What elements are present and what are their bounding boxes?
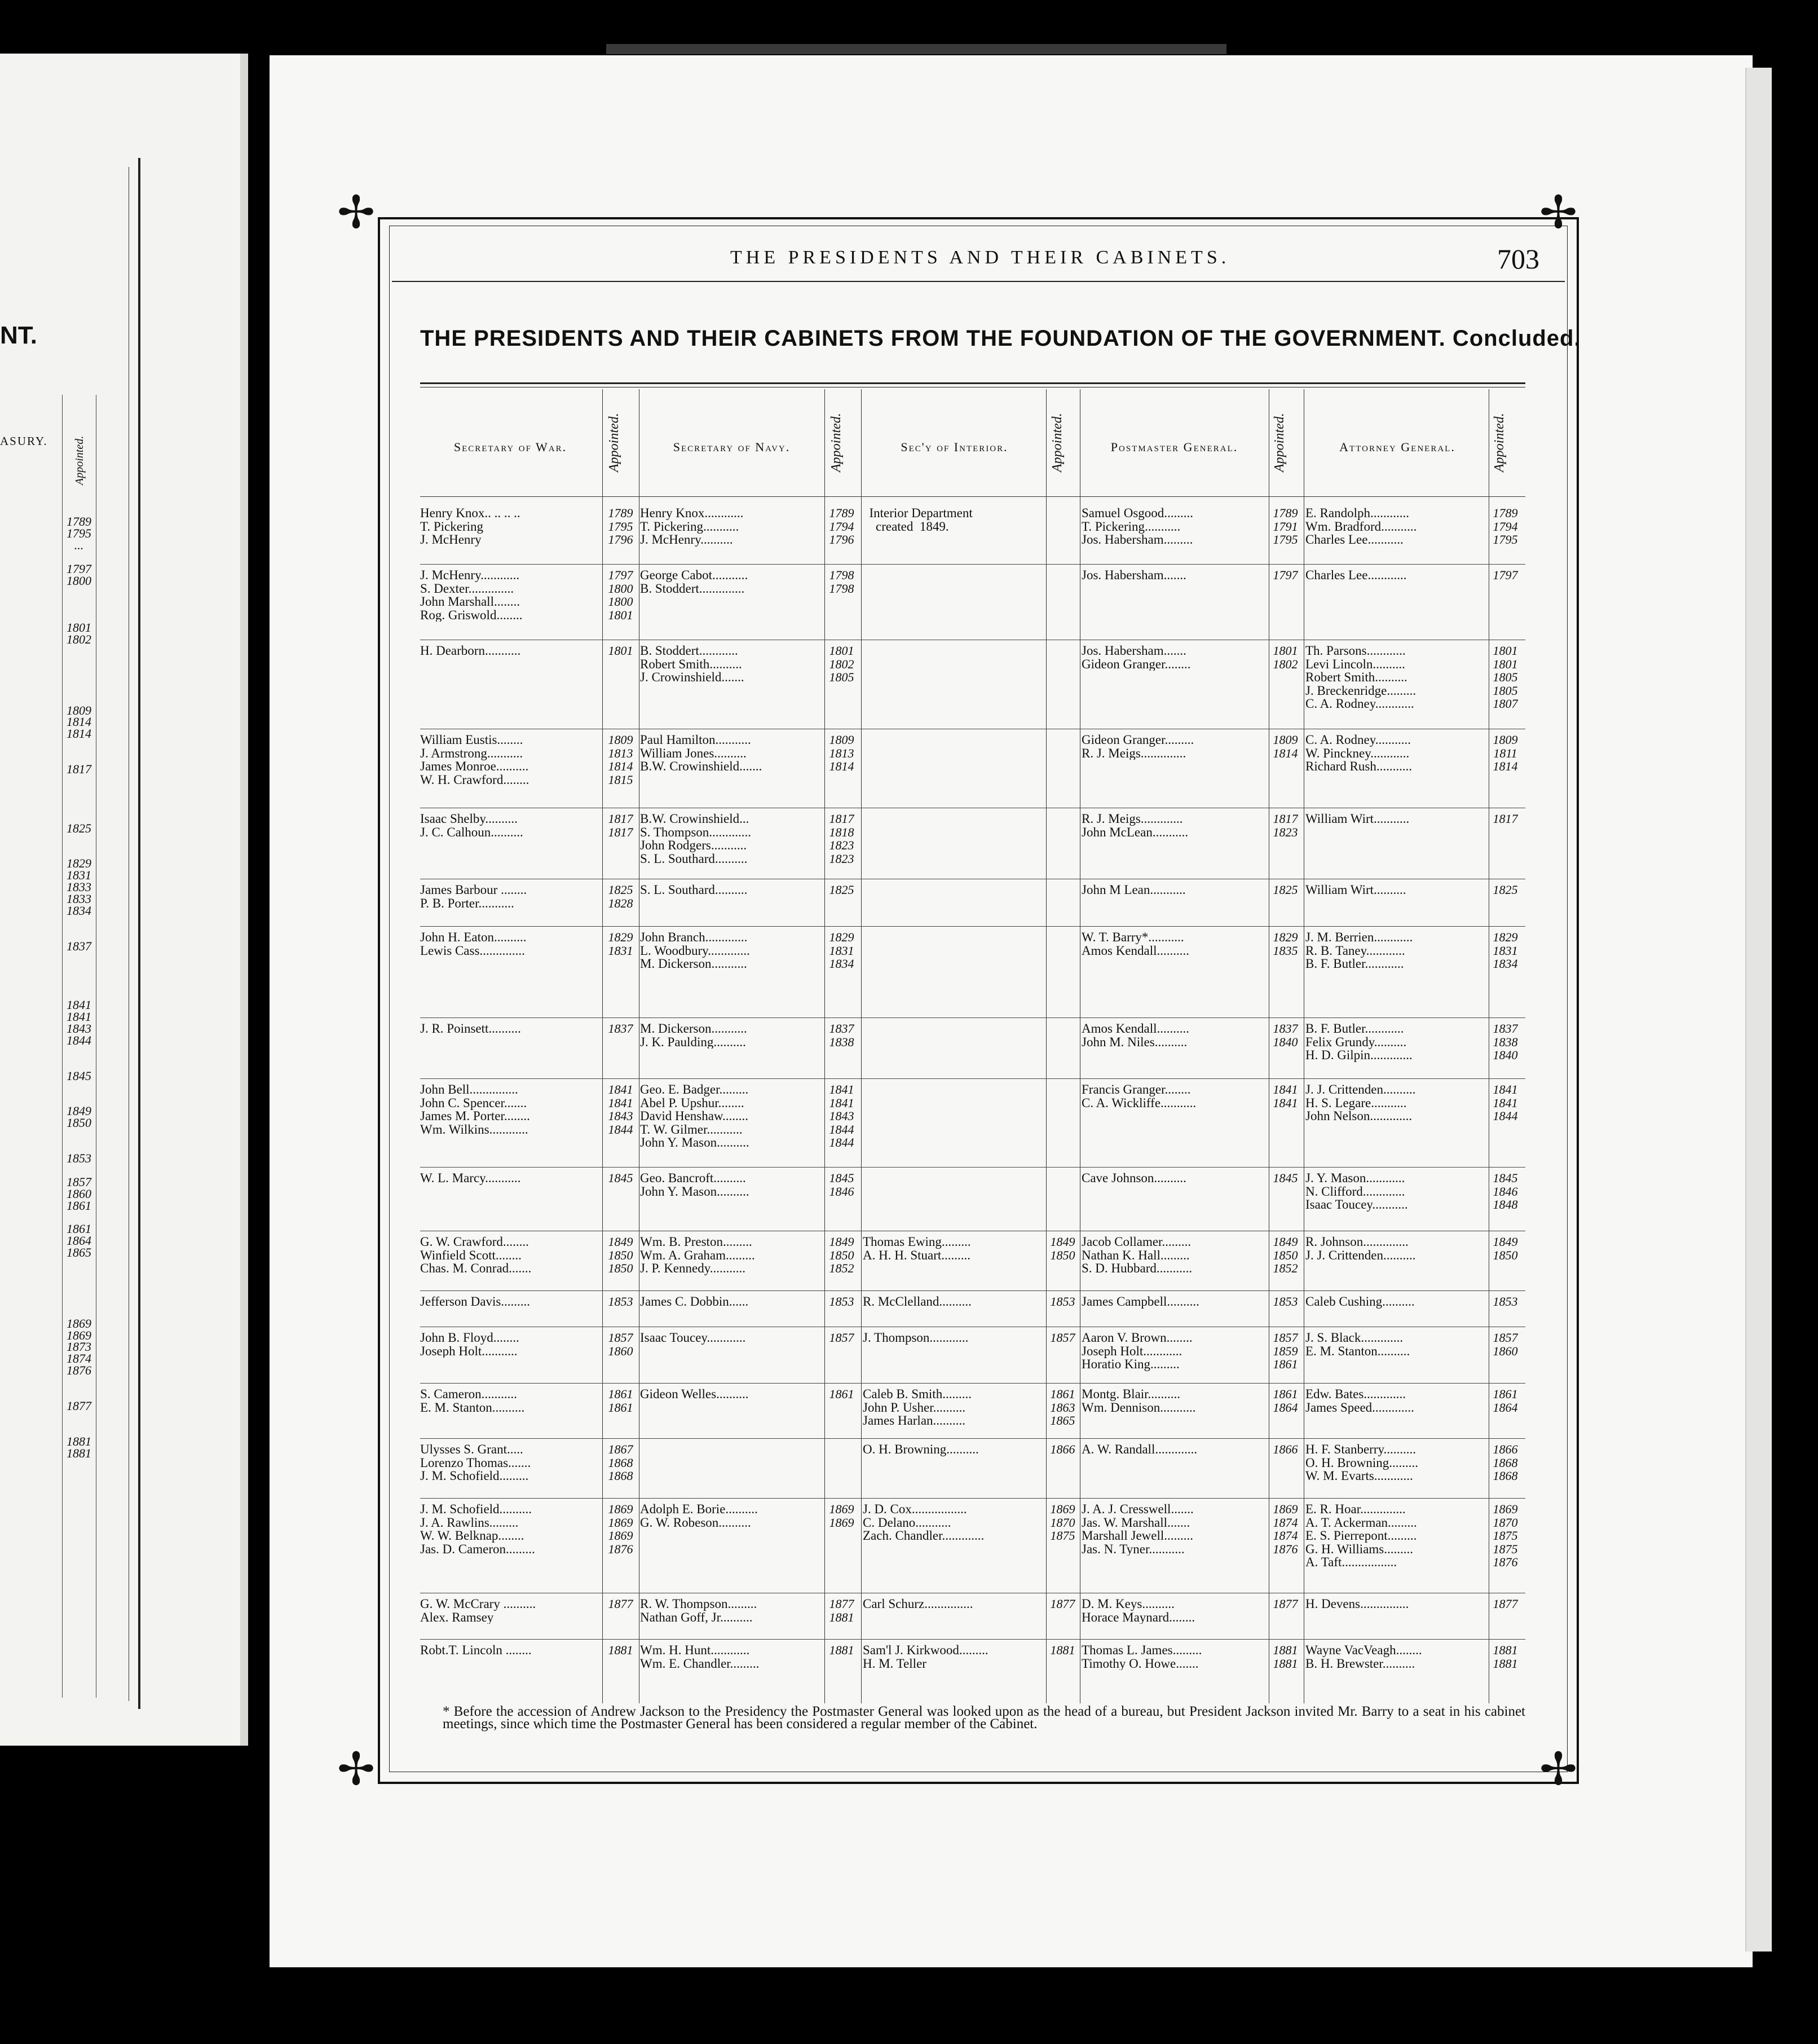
appointed-year-cell: 1849 1850	[1493, 1235, 1518, 1262]
appointed-year-cell: 1825	[1273, 883, 1298, 897]
appointed-year-cell: 1809 1813 1814 1815	[608, 733, 633, 787]
group-separator	[420, 1498, 1525, 1499]
war-names-cell: W. L. Marcy...........	[420, 1171, 521, 1185]
pm-names-cell: John M Lean...........	[1082, 883, 1186, 897]
appointed-year-cell: 1809 1811 1814	[1493, 733, 1518, 773]
navy-names-cell: Gideon Welles..........	[640, 1387, 749, 1401]
header-appointed: Appointed.	[607, 413, 621, 473]
navy-names-cell: B.W. Crowinshield... S. Thompson............. John Rodgers........... S. L. Southard..........	[640, 812, 752, 865]
ag-names-cell: E. R. Hoar.............. A. T. Ackerman......... E. S. Pierrepont......... G. H. Williams......... A. Taft.................	[1305, 1503, 1417, 1569]
header-appointed: Appointed.	[1272, 413, 1287, 473]
ag-names-cell: J. S. Black............. E. M. Stanton..........	[1305, 1331, 1410, 1358]
corner-ornament-icon: ✢	[1539, 188, 1578, 238]
col-rule	[824, 389, 825, 1703]
ag-names-cell: Edw. Bates............. James Speed.............	[1305, 1387, 1414, 1414]
appointed-year-cell: 1861 1861	[608, 1387, 633, 1415]
war-names-cell: J. M. Schofield.......... J. A. Rawlins......... W. W. Belknap........ Jas. D. Cameron.........	[420, 1503, 535, 1556]
appointed-year-cell: 1881 1881	[1493, 1643, 1518, 1671]
left-page-title-fragment: NT.	[0, 321, 37, 349]
pm-names-cell: Jos. Habersham.......	[1082, 569, 1186, 582]
pm-names-cell: Montg. Blair.......... Wm. Dennison...........	[1082, 1387, 1196, 1414]
left-page-years: 1789 1795 ... 1797 1800 1801 1802 1809 1814 1814 1817 1825 1829 1831 1833 1833 1834 1837 1841 1841 1843 1844 1845 1849 1850 1853 1857 1860 1861 1861 1864 1865 1869 1869 1873 1874 1876 1877 1881 1881	[67, 514, 91, 1460]
appointed-year-cell: 1797 1800 1800 1801	[608, 568, 633, 622]
group-separator	[420, 1438, 1525, 1439]
appointed-year-cell: 1789 1795 1796	[608, 506, 633, 547]
interior-names-cell: R. McClelland..........	[863, 1295, 972, 1309]
navy-names-cell: Wm. H. Hunt............ Wm. E. Chandler.........	[640, 1644, 760, 1670]
appointed-year-cell: 1829 1831 1834	[1493, 930, 1518, 971]
interior-names-cell: Caleb B. Smith......... John P. Usher.......... James Harlan..........	[863, 1387, 972, 1428]
appointed-year-cell: 1861 1863 1865	[1050, 1387, 1075, 1428]
appointed-year-cell: 1866	[1050, 1442, 1075, 1456]
ag-names-cell: H. Devens...............	[1305, 1597, 1409, 1611]
appointed-year-cell: 1798 1798	[829, 568, 854, 596]
appointed-year-cell: 1809 1813 1814	[829, 733, 854, 773]
appointed-year-cell: 1825	[829, 883, 854, 897]
pm-names-cell: R. J. Meigs............. John McLean...........	[1082, 812, 1189, 839]
appointed-year-cell: 1877 1881	[829, 1597, 854, 1624]
war-names-cell: G. W. Crawford........ Winfield Scott........ Chas. M. Conrad.......	[420, 1235, 532, 1275]
appointed-year-cell: 1869 1869	[829, 1502, 854, 1530]
appointed-year-cell: 1866 1868 1868	[1493, 1442, 1518, 1483]
war-names-cell: John B. Floyd........ Joseph Holt...........	[420, 1331, 519, 1358]
navy-names-cell: Geo. E. Badger......... Abel P. Upshur........ David Henshaw........ T. W. Gilmer........... John Y. Mason..........	[640, 1083, 749, 1149]
appointed-year-cell: 1849 1850 1850	[608, 1235, 633, 1275]
appointed-year-cell: 1857 1860	[1493, 1331, 1518, 1358]
appointed-year-cell: 1853	[1050, 1294, 1075, 1309]
ag-names-cell: J. Y. Mason............ N. Clifford............. Isaac Toucey...........	[1305, 1171, 1408, 1212]
navy-names-cell: Paul Hamilton........... William Jones.......... B.W. Crowinshield.......	[640, 733, 762, 773]
group-separator	[420, 1167, 1525, 1168]
running-head: THE PRESIDENTS AND THEIR CABINETS.	[730, 247, 1230, 268]
appointed-year-cell: 1869 1869 1869 1876	[608, 1502, 633, 1556]
header-secretary-of-war: Secretary of War.	[453, 440, 567, 454]
corner-ornament-icon: ✢	[337, 1745, 376, 1795]
pm-names-cell: Thomas L. James......... Timothy O. Howe.......	[1082, 1644, 1202, 1670]
pm-names-cell: W. T. Barry*........... Amos Kendall..........	[1082, 931, 1190, 957]
interior-names-cell: Thomas Ewing......... A. H. H. Stuart.........	[863, 1235, 971, 1262]
navy-names-cell: Adolph E. Borie.......... G. W. Robeson..........	[640, 1503, 758, 1529]
appointed-year-cell: 1881	[608, 1643, 633, 1657]
header-secretary-of-interior: Sec'y of Interior.	[901, 440, 1008, 454]
appointed-year-cell: 1829 1831	[608, 930, 633, 958]
appointed-year-cell: 1869 1874 1874 1876	[1273, 1502, 1298, 1556]
appointed-year-cell: 1837	[608, 1021, 633, 1036]
table-title-text: THE PRESIDENTS AND THEIR CABINETS FROM THE FOUNDATION OF THE GOVERNMENT.	[420, 326, 1446, 351]
interior-names-cell: Interior Department created 1849.	[869, 506, 973, 533]
ag-names-cell: J. M. Berrien............ R. B. Taney............ B. F. Butler............	[1305, 931, 1413, 971]
appointed-year-cell: 1853	[608, 1294, 633, 1309]
appointed-year-cell: 1877	[1493, 1597, 1518, 1611]
appointed-year-cell: 1817 1817	[608, 812, 633, 839]
appointed-year-cell: 1829 1831 1834	[829, 930, 854, 971]
ag-names-cell: Charles Lee............	[1305, 569, 1407, 582]
war-names-cell: Jefferson Davis.........	[420, 1295, 531, 1309]
appointed-year-cell: 1881 1881	[1273, 1643, 1298, 1671]
war-names-cell: G. W. McCrary .......... Alex. Ramsey	[420, 1597, 536, 1624]
header-appointed: Appointed.	[829, 413, 844, 473]
footnote-text: * Before the accession of Andrew Jackson to the Presidency the Postmaster General was looked upon as the head of a bureau, but President Jackson invited Mr. Barry to a seat in his cabinet meetings, since which time the Postmaster General has been considered a regular member of the Cabinet.	[443, 1704, 1525, 1732]
navy-names-cell: Geo. Bancroft.......... John Y. Mason..........	[640, 1171, 749, 1198]
left-page-appointed-header: Appointed.	[73, 435, 86, 485]
appointed-year-cell: 1817 1823	[1273, 812, 1298, 839]
pm-names-cell: A. W. Randall.............	[1082, 1443, 1198, 1456]
war-names-cell: H. Dearborn...........	[420, 644, 521, 658]
running-head-rule	[392, 281, 1565, 282]
appointed-year-cell: 1801 1802 1805	[829, 644, 854, 684]
running-head-bar	[392, 243, 1565, 276]
torn-top-strip	[606, 44, 1226, 54]
war-names-cell: Ulysses S. Grant..... Lorenzo Thomas....... J. M. Schofield.........	[420, 1443, 531, 1483]
pm-names-cell: Francis Granger........ C. A. Wickliffe...........	[1082, 1083, 1197, 1109]
appointed-year-cell: 1849 1850 1852	[1273, 1235, 1298, 1275]
appointed-year-cell: 1817 1818 1823 1823	[829, 812, 854, 866]
page-number: 703	[1497, 243, 1539, 275]
navy-names-cell: James C. Dobbin......	[640, 1295, 749, 1309]
appointed-year-cell: 1857	[1050, 1331, 1075, 1345]
appointed-year-cell: 1841 1841	[1273, 1082, 1298, 1110]
pm-names-cell: J. A. J. Cresswell....... Jas. W. Marshall....... Marshall Jewell......... Jas. N. Tyner...........	[1082, 1503, 1194, 1556]
ag-names-cell: H. F. Stanberry.......... O. H. Browning......... W. M. Evarts............	[1305, 1443, 1418, 1483]
appointed-year-cell: 1845	[1273, 1171, 1298, 1185]
ag-names-cell: Wayne VacVeagh........ B. H. Brewster..........	[1305, 1644, 1422, 1670]
ag-names-cell: William Wirt..........	[1305, 883, 1406, 897]
war-names-cell: John H. Eaton.......... Lewis Cass..............	[420, 931, 527, 957]
interior-names-cell: Sam'l J. Kirkwood......... H. M. Teller	[863, 1644, 989, 1670]
appointed-year-cell: 1849 1850	[1050, 1235, 1075, 1262]
ag-names-cell: Th. Parsons............ Levi Lincoln.......... Robert Smith.......... J. Breckenridge......... C. A. Rodney............	[1305, 644, 1417, 711]
pm-names-cell: Aaron V. Brown........ Joseph Holt............ Horatio King.........	[1082, 1331, 1193, 1371]
ag-names-cell: William Wirt...........	[1305, 812, 1410, 826]
appointed-year-cell: 1867 1868 1868	[608, 1442, 633, 1483]
pm-names-cell: D. M. Keys.......... Horace Maynard........	[1082, 1597, 1195, 1624]
navy-names-cell: R. W. Thompson......... Nathan Goff, Jr..........	[640, 1597, 757, 1624]
pm-names-cell: Samuel Osgood......... T. Pickering........... Jos. Habersham.........	[1082, 506, 1194, 547]
appointed-year-cell: 1869 1870 1875	[1050, 1502, 1075, 1543]
ag-names-cell: B. F. Butler............ Felix Grundy.......... H. D. Gilpin.............	[1305, 1022, 1413, 1062]
pm-names-cell: James Campbell..........	[1082, 1295, 1199, 1309]
ag-names-cell: C. A. Rodney........... W. Pinckney............ Richard Rush...........	[1305, 733, 1413, 773]
page-gutter	[240, 54, 248, 1746]
ag-names-cell: R. Johnson.............. J. J. Crittenden..........	[1305, 1235, 1416, 1262]
ag-names-cell: J. J. Crittenden.......... H. S. Legare........... John Nelson.............	[1305, 1083, 1416, 1123]
appointed-year-cell: 1853	[1273, 1294, 1298, 1309]
appointed-year-cell: 1866	[1273, 1442, 1298, 1456]
appointed-year-cell: 1837 1838 1840	[1493, 1021, 1518, 1062]
navy-names-cell: B. Stoddert............ Robert Smith.......... J. Crowinshield.......	[640, 644, 744, 684]
navy-names-cell: S. L. Southard..........	[640, 883, 748, 897]
col-rule	[602, 389, 603, 1703]
appointed-year-cell: 1817	[1493, 812, 1518, 826]
appointed-year-cell: 1841 1841 1843 1844	[608, 1082, 633, 1136]
navy-names-cell: M. Dickerson........... J. K. Paulding..........	[640, 1022, 747, 1049]
appointed-year-cell: 1837 1840	[1273, 1021, 1298, 1049]
appointed-year-cell: 1853	[1493, 1294, 1518, 1309]
interior-names-cell: Carl Schurz...............	[863, 1597, 973, 1611]
appointed-year-cell: 1789 1794 1795	[1493, 506, 1518, 547]
header-appointed: Appointed.	[1492, 413, 1507, 473]
col-rule	[1046, 389, 1047, 1703]
corner-ornament-icon: ✢	[1539, 1745, 1578, 1795]
navy-names-cell: Henry Knox............ T. Pickering........... J. McHenry..........	[640, 506, 744, 547]
appointed-year-cell: 1853	[829, 1294, 854, 1309]
ag-names-cell: E. Randolph............ Wm. Bradford........... Charles Lee...........	[1305, 506, 1417, 547]
navy-names-cell: George Cabot........... B. Stoddert..............	[640, 569, 748, 595]
war-names-cell: Isaac Shelby.......... J. C. Calhoun..........	[420, 812, 523, 839]
header-bottom-rule	[420, 496, 1525, 497]
header-appointed: Appointed.	[1050, 413, 1065, 473]
table-title	[420, 326, 1581, 351]
appointed-year-cell: 1837 1838	[829, 1021, 854, 1049]
appointed-year-cell: 1881	[829, 1643, 854, 1657]
pm-names-cell: Jacob Collamer......... Nathan K. Hall......... S. D. Hubbard...........	[1082, 1235, 1193, 1275]
appointed-year-cell: 1877	[1050, 1597, 1075, 1611]
appointed-year-cell: 1789 1794 1796	[829, 506, 854, 547]
group-separator	[420, 926, 1525, 927]
war-names-cell: James Barbour ........ P. B. Porter...........	[420, 883, 527, 910]
appointed-year-cell: 1869 1870 1875 1875 1876	[1493, 1502, 1518, 1569]
interior-names-cell: O. H. Browning..........	[863, 1443, 979, 1456]
war-names-cell: J. McHenry............ S. Dexter.............. John Marshall........ Rog. Griswold........	[420, 569, 523, 622]
appointed-year-cell: 1809 1814	[1273, 733, 1298, 760]
appointed-year-cell: 1861	[829, 1387, 854, 1401]
war-names-cell: J. R. Poinsett..........	[420, 1022, 521, 1036]
group-separator	[420, 1017, 1525, 1018]
ag-names-cell: Caleb Cushing..........	[1305, 1295, 1415, 1309]
footnote	[412, 1706, 1525, 1730]
appointed-year-cell: 1857 1859 1861	[1273, 1331, 1298, 1371]
appointed-year-cell: 1849 1850 1852	[829, 1235, 854, 1275]
pm-names-cell: Cave Johnson..........	[1082, 1171, 1186, 1185]
appointed-year-cell: 1861 1864	[1493, 1387, 1518, 1415]
appointed-year-cell: 1845 1846 1848	[1493, 1171, 1518, 1212]
appointed-year-cell: 1857	[829, 1331, 854, 1345]
group-separator	[420, 1383, 1525, 1384]
group-separator	[420, 1078, 1525, 1079]
left-page-column-rule	[0, 395, 63, 1698]
header-attorney-general: Attorney General.	[1339, 440, 1455, 454]
navy-names-cell: John Branch............. L. Woodbury............. M. Dickerson...........	[640, 931, 750, 971]
group-separator	[420, 564, 1525, 565]
war-names-cell: Henry Knox.. .. .. .. T. Pickering J. McHenry	[420, 506, 520, 547]
war-names-cell: William Eustis........ J. Armstrong........... James Monroe.......... W. H. Crawford........	[420, 733, 529, 786]
appointed-year-cell: 1881	[1050, 1643, 1075, 1657]
appointed-year-cell: 1857 1860	[608, 1331, 633, 1358]
col-rule	[861, 389, 862, 1703]
navy-names-cell: Isaac Toucey............	[640, 1331, 746, 1345]
navy-names-cell: Wm. B. Preston......... Wm. A. Graham......... J. P. Kennedy...........	[640, 1235, 755, 1275]
appointed-year-cell: 1801	[608, 644, 633, 658]
appointed-year-cell: 1797	[1493, 568, 1518, 582]
appointed-year-cell: 1877	[1273, 1597, 1298, 1611]
corner-ornament-icon: ✢	[337, 188, 376, 238]
group-separator	[420, 1639, 1525, 1640]
appointed-year-cell: 1841 1841 1844	[1493, 1082, 1518, 1123]
interior-names-cell: J. D. Cox................. C. Delano........... Zach. Chandler.............	[863, 1503, 985, 1543]
war-names-cell: S. Cameron........... E. M. Stanton..........	[420, 1387, 525, 1414]
group-separator	[420, 1290, 1525, 1291]
pm-names-cell: Gideon Granger......... R. J. Meigs..............	[1082, 733, 1194, 760]
header-postmaster-general: Postmaster General.	[1110, 440, 1238, 454]
appointed-year-cell: 1825 1828	[608, 883, 633, 910]
appointed-year-cell: 1789 1791 1795	[1273, 506, 1298, 547]
appointed-year-cell: 1861 1864	[1273, 1387, 1298, 1415]
appointed-year-cell: 1801 1801 1805 1805 1807	[1493, 644, 1518, 711]
left-page-column-header: ASURY.	[0, 434, 48, 448]
page-edge	[1745, 68, 1772, 1952]
pm-names-cell: Jos. Habersham....... Gideon Granger........	[1082, 644, 1191, 671]
war-names-cell: John Bell............... John C. Spencer....... James M. Porter........ Wm. Wilkins............	[420, 1083, 530, 1136]
header-secretary-of-navy: Secretary of Navy.	[673, 440, 791, 454]
appointed-year-cell: 1825	[1493, 883, 1518, 897]
appointed-year-cell: 1877	[608, 1597, 633, 1611]
appointed-year-cell: 1829 1835	[1273, 930, 1298, 958]
table-title-suffix: Concluded.	[1452, 326, 1581, 351]
pm-names-cell: Amos Kendall.......... John M. Niles..........	[1082, 1022, 1190, 1049]
appointed-year-cell: 1797	[1273, 568, 1298, 582]
interior-names-cell: J. Thompson............	[863, 1331, 969, 1345]
table-top-rule	[420, 382, 1525, 384]
appointed-year-cell: 1845	[608, 1171, 633, 1185]
appointed-year-cell: 1845 1846	[829, 1171, 854, 1199]
appointed-year-cell: 1801 1802	[1273, 644, 1298, 671]
appointed-year-cell: 1841 1841 1843 1844 1844	[829, 1082, 854, 1149]
war-names-cell: Robt.T. Lincoln ........	[420, 1644, 532, 1657]
